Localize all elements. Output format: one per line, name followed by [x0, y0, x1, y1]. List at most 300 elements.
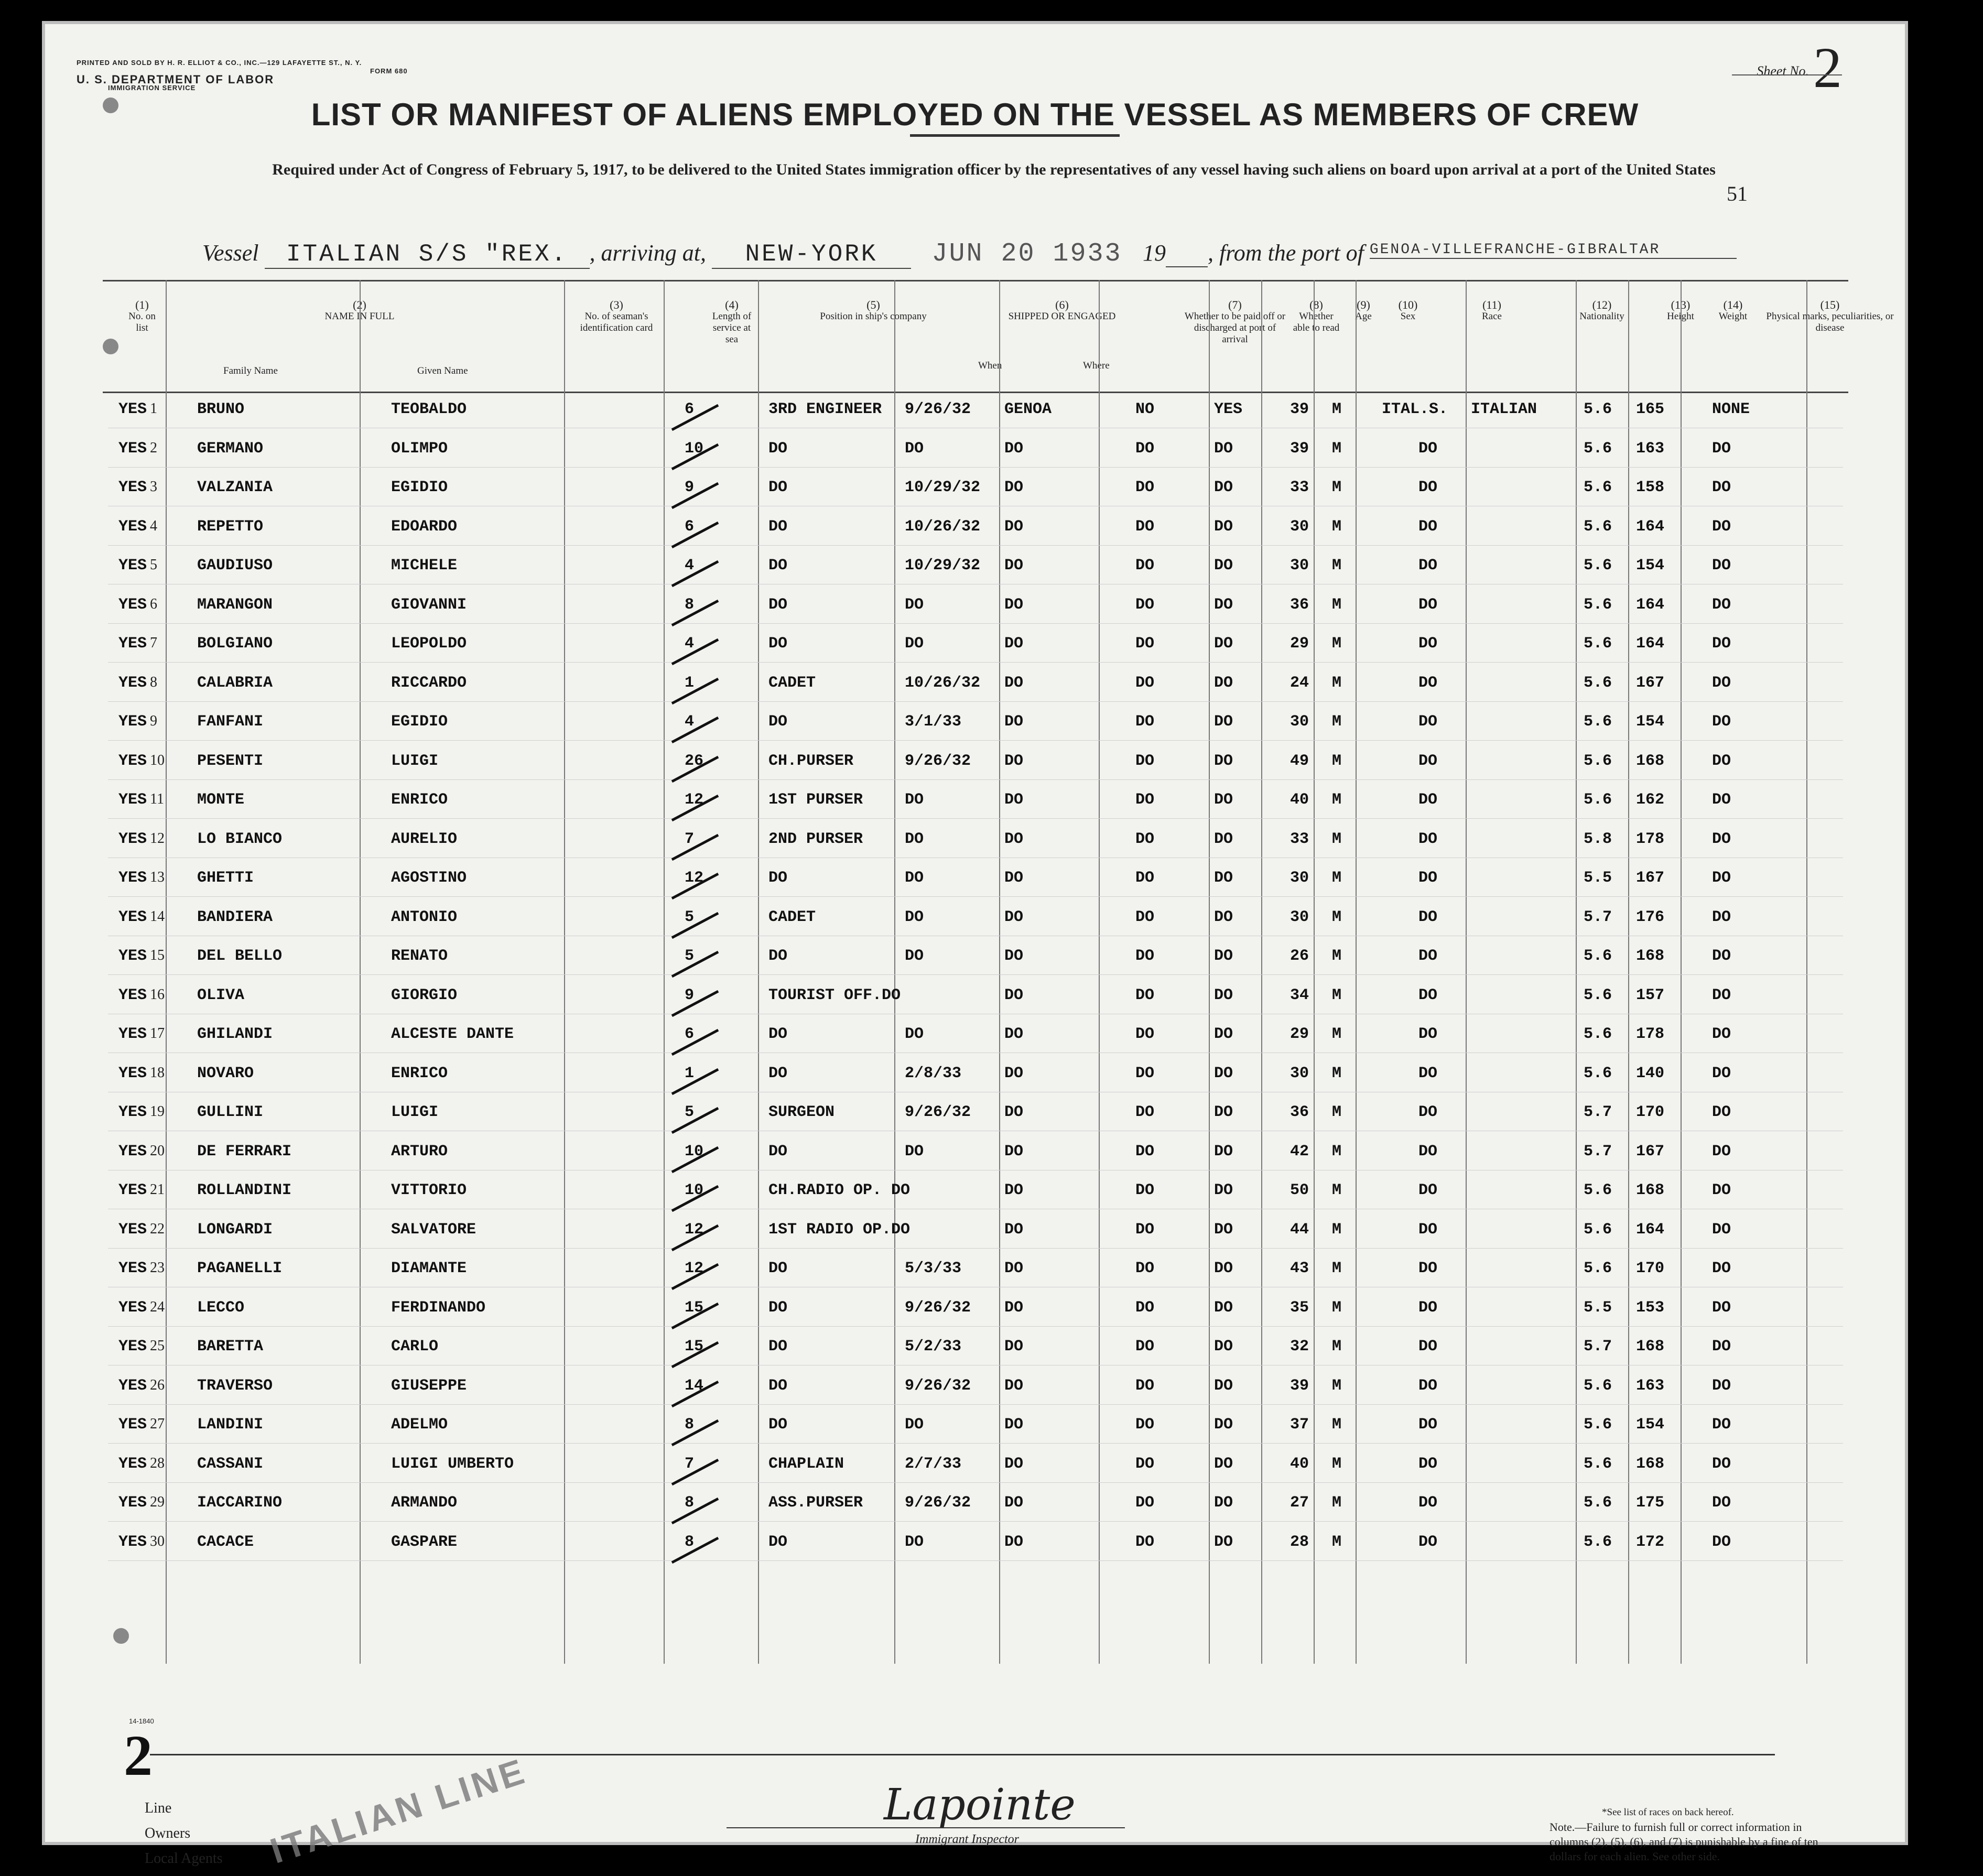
cell-height: 5.6	[1584, 400, 1612, 418]
cell-given: ENRICO	[391, 1064, 448, 1082]
cell-age: 39	[1290, 1376, 1309, 1395]
cell-age: 30	[1290, 557, 1309, 574]
cell-read: DO	[1214, 1064, 1233, 1082]
cell-when: 9/26/32	[905, 752, 971, 770]
cell-age: 27	[1290, 1494, 1309, 1512]
cell-read: DO	[1214, 830, 1233, 848]
cell-service: 4	[685, 635, 695, 653]
row-rule	[108, 1521, 1843, 1522]
cell-sex: M	[1332, 830, 1342, 848]
footer-labels	[145, 1796, 223, 1871]
cell-no: 28	[150, 1455, 165, 1471]
cell-mark: YES	[118, 1064, 147, 1082]
cell-weight: 168	[1636, 1338, 1665, 1356]
cell-no: 1	[150, 400, 157, 417]
cell-paid: DO	[1135, 869, 1155, 887]
cell-height: 5.6	[1584, 1181, 1612, 1199]
cell-given: ALCESTE DANTE	[391, 1025, 514, 1043]
col-header-sex: (10) Sex	[1398, 298, 1418, 322]
cell-sex: M	[1332, 1533, 1342, 1551]
cell-service: 6	[685, 400, 695, 418]
cell-where: DO	[1004, 713, 1024, 731]
cell-no: 25	[150, 1338, 165, 1354]
cell-where: DO	[1004, 1142, 1024, 1161]
cell-height: 5.6	[1584, 1416, 1612, 1434]
cell-given: CARLO	[391, 1338, 439, 1356]
cell-paid: DO	[1135, 479, 1155, 496]
cell-read: DO	[1214, 1298, 1233, 1317]
binder-hole	[103, 97, 118, 113]
cell-no: 24	[150, 1298, 165, 1315]
cell-family: PAGANELLI	[197, 1260, 283, 1277]
cell-sex: M	[1332, 1416, 1342, 1434]
cell-when: 9/26/32	[905, 400, 971, 418]
cell-weight: 172	[1636, 1533, 1665, 1551]
cell-family: LO BIANCO	[197, 830, 283, 848]
cell-service: 6	[685, 1025, 695, 1043]
cell-where: DO	[1004, 1103, 1024, 1121]
cell-family: GHILANDI	[197, 1025, 273, 1043]
cell-service: 12	[685, 1220, 704, 1239]
vessel-row	[202, 239, 1737, 269]
col-header-shipped: (6) SHIPPED OR ENGAGED When Where	[978, 298, 1116, 371]
cell-family: DEL BELLO	[197, 947, 283, 965]
cell-family: PESENTI	[197, 752, 264, 770]
cell-read: DO	[1214, 947, 1233, 965]
table-row	[45, 1416, 1911, 1447]
sheet-number-line	[1732, 74, 1842, 75]
cell-service: 12	[685, 791, 704, 809]
table-row	[45, 1338, 1911, 1369]
cell-given: RICCARDO	[391, 674, 467, 692]
cell-service: 8	[685, 1494, 695, 1512]
cell-nationality: DO	[1418, 1494, 1438, 1512]
cell-position: DO	[768, 1338, 788, 1356]
cell-weight: 176	[1636, 908, 1665, 926]
cell-when: 2/8/33	[905, 1064, 962, 1082]
cell-mark: YES	[118, 1181, 147, 1199]
row-rule	[108, 1482, 1843, 1483]
cell-nationality: DO	[1418, 1025, 1438, 1043]
cell-given: ADELMO	[391, 1416, 448, 1434]
cell-where: DO	[1004, 1376, 1024, 1395]
cell-marks: DO	[1712, 752, 1731, 770]
cell-where: DO	[1004, 674, 1024, 692]
table-row	[45, 1143, 1911, 1174]
cell-paid: DO	[1135, 908, 1155, 926]
italian-line-stamp: ITALIAN LINE	[265, 1751, 532, 1871]
cell-sex: M	[1332, 1260, 1342, 1277]
cell-family: LECCO	[197, 1298, 245, 1317]
cell-marks: DO	[1712, 517, 1731, 536]
cell-nationality: ITALIAN	[1471, 400, 1537, 418]
cell-height: 5.5	[1584, 869, 1612, 887]
cell-where: DO	[1004, 1220, 1024, 1239]
cell-nationality: DO	[1418, 986, 1438, 1004]
table-row	[45, 1455, 1911, 1487]
cell-where: DO	[1004, 1338, 1024, 1356]
cell-marks: DO	[1712, 1455, 1731, 1473]
cell-where: DO	[1004, 1298, 1024, 1317]
cell-height: 5.7	[1584, 908, 1612, 926]
cell-given: RENATO	[391, 947, 448, 965]
cell-position: DO	[768, 635, 788, 653]
cell-weight: 158	[1636, 479, 1665, 496]
cell-paid: DO	[1135, 1025, 1155, 1043]
cell-position: DO	[768, 439, 788, 458]
title-rule	[910, 134, 1120, 137]
cell-given: AGOSTINO	[391, 869, 467, 887]
cell-paid: DO	[1135, 517, 1155, 536]
cell-marks: DO	[1712, 1181, 1731, 1199]
table-row	[45, 557, 1911, 588]
row-rule	[108, 1248, 1843, 1249]
cell-mark: YES	[118, 791, 147, 809]
cell-given: EGIDIO	[391, 479, 448, 496]
row-rule	[108, 1404, 1843, 1405]
fine-note: Note.—Failure to furnish full or correct information in columns (2), (5), (6), and (7) is punishable by a fine of ten dollars for each alien. See other side.	[1549, 1820, 1818, 1863]
cell-paid: DO	[1135, 1455, 1155, 1473]
cell-paid: DO	[1135, 1142, 1155, 1161]
cell-no: 19	[150, 1103, 165, 1120]
table-row	[45, 1494, 1911, 1525]
cell-when: 10/29/32	[905, 557, 981, 574]
cell-no: 23	[150, 1260, 165, 1276]
cell-when: DO	[905, 947, 924, 965]
cell-weight: 178	[1636, 1025, 1665, 1043]
cell-weight: 154	[1636, 1416, 1665, 1434]
cell-nationality: DO	[1418, 713, 1438, 731]
cell-weight: 164	[1636, 635, 1665, 653]
row-rule	[108, 1326, 1843, 1327]
cell-where: DO	[1004, 1181, 1024, 1199]
cell-mark: YES	[118, 1220, 147, 1239]
cell-paid: DO	[1135, 1220, 1155, 1239]
cell-height: 5.6	[1584, 1455, 1612, 1473]
cell-paid: DO	[1135, 830, 1155, 848]
cell-paid: DO	[1135, 635, 1155, 653]
cell-position: DO	[768, 517, 788, 536]
cell-family: DE FERRARI	[197, 1142, 292, 1161]
cell-race: ITAL.S.	[1382, 400, 1448, 418]
cell-marks: DO	[1712, 986, 1731, 1004]
cell-read: DO	[1214, 1181, 1233, 1199]
cell-where: DO	[1004, 1533, 1024, 1551]
cell-height: 5.6	[1584, 595, 1612, 614]
cell-marks: DO	[1712, 1220, 1731, 1239]
cell-when: DO	[905, 1416, 924, 1434]
cell-age: 39	[1290, 400, 1309, 418]
cell-service: 8	[685, 1533, 695, 1551]
cell-weight: 154	[1636, 713, 1665, 731]
cell-service: 15	[685, 1338, 704, 1356]
col-header-age: (9) Age	[1355, 298, 1372, 322]
cell-height: 5.8	[1584, 830, 1612, 848]
cell-mark: YES	[118, 869, 147, 887]
cell-marks: DO	[1712, 791, 1731, 809]
cell-family: BRUNO	[197, 400, 245, 418]
cell-paid: DO	[1135, 595, 1155, 614]
cell-age: 39	[1290, 439, 1309, 458]
cell-read: DO	[1214, 1142, 1233, 1161]
cell-weight: 153	[1636, 1298, 1665, 1317]
cell-weight: 178	[1636, 830, 1665, 848]
cell-family: REPETTO	[197, 517, 264, 536]
table-row	[45, 1025, 1911, 1057]
cell-sex: M	[1332, 1376, 1342, 1395]
cell-age: 37	[1290, 1416, 1309, 1434]
table-row	[45, 1533, 1911, 1565]
cell-service: 4	[685, 557, 695, 574]
cell-age: 42	[1290, 1142, 1309, 1161]
cell-paid: DO	[1135, 947, 1155, 965]
table-row	[45, 1103, 1911, 1135]
cell-read: DO	[1214, 1025, 1233, 1043]
cell-nationality: DO	[1418, 439, 1438, 458]
cell-given: LUIGI	[391, 752, 439, 770]
cell-sex: M	[1332, 1181, 1342, 1199]
cell-nationality: DO	[1418, 674, 1438, 692]
cell-height: 5.6	[1584, 479, 1612, 496]
cell-given: GASPARE	[391, 1533, 458, 1551]
department-name: U. S. DEPARTMENT OF LABOR	[77, 73, 275, 86]
cell-where: DO	[1004, 439, 1024, 458]
cell-mark: YES	[118, 1142, 147, 1161]
cell-age: 30	[1290, 517, 1309, 536]
cell-mark: YES	[118, 830, 147, 848]
cell-sex: M	[1332, 400, 1342, 418]
sheet-no-value: 2	[1813, 36, 1842, 100]
cell-when: 10/26/32	[905, 674, 981, 692]
cell-where: DO	[1004, 595, 1024, 614]
cell-given: OLIMPO	[391, 439, 448, 458]
cell-marks: NONE	[1712, 400, 1750, 418]
cell-paid: DO	[1135, 557, 1155, 574]
cell-no: 18	[150, 1064, 165, 1081]
row-rule	[108, 740, 1843, 741]
cell-nationality: DO	[1418, 517, 1438, 536]
cell-no: 16	[150, 986, 165, 1003]
cell-height: 5.6	[1584, 986, 1612, 1004]
cell-age: 36	[1290, 595, 1309, 614]
family-name-header: Family Name	[223, 365, 278, 376]
table-row	[45, 596, 1911, 627]
cell-given: GIOVANNI	[391, 595, 467, 614]
when-header: When	[978, 360, 1002, 371]
cell-sex: M	[1332, 1025, 1342, 1043]
cell-mark: YES	[118, 1103, 147, 1121]
cell-height: 5.7	[1584, 1142, 1612, 1161]
cell-sex: M	[1332, 635, 1342, 653]
page-subtitle: Required under Act of Congress of February 5, 1917, to be delivered to the United States immigration officer by the representatives of any vessel having such aliens on board upon arrival at a port of the United States	[272, 161, 1716, 178]
where-header: Where	[1083, 360, 1110, 371]
cell-where: DO	[1004, 791, 1024, 809]
cell-family: MARANGON	[197, 595, 273, 614]
cell-read: DO	[1214, 674, 1233, 692]
cell-paid: DO	[1135, 1533, 1155, 1551]
cell-service: 7	[685, 830, 695, 848]
cell-position: DO	[768, 479, 788, 496]
cell-service: 9	[685, 479, 695, 496]
cell-where: DO	[1004, 908, 1024, 926]
row-rule	[108, 974, 1843, 975]
cell-weight: 163	[1636, 439, 1665, 458]
cell-nationality: DO	[1418, 1298, 1438, 1317]
cell-mark: YES	[118, 595, 147, 614]
cell-when: 9/26/32	[905, 1494, 971, 1512]
cell-height: 5.6	[1584, 713, 1612, 731]
cell-service: 15	[685, 1298, 704, 1317]
cell-mark: YES	[118, 1376, 147, 1395]
cell-age: 43	[1290, 1260, 1309, 1277]
cell-sex: M	[1332, 1142, 1342, 1161]
cell-nationality: DO	[1418, 908, 1438, 926]
binder-hole	[103, 339, 118, 354]
table-end-rule	[150, 1754, 1775, 1755]
cell-height: 5.6	[1584, 635, 1612, 653]
cell-mark: YES	[118, 1260, 147, 1277]
cell-where: DO	[1004, 479, 1024, 496]
cell-sex: M	[1332, 1338, 1342, 1356]
cell-position: DO	[768, 1025, 788, 1043]
cell-mark: YES	[118, 1533, 147, 1551]
row-rule	[108, 896, 1843, 897]
cell-given: GIUSEPPE	[391, 1376, 467, 1395]
cell-age: 30	[1290, 869, 1309, 887]
printer-line: PRINTED AND SOLD BY H. R. ELLIOT & CO., INC.—129 LAFAYETTE ST., N. Y.	[77, 59, 362, 67]
cell-read: DO	[1214, 713, 1233, 731]
table-row	[45, 1221, 1911, 1252]
cell-marks: DO	[1712, 1260, 1731, 1277]
table-row	[45, 908, 1911, 940]
cell-height: 5.6	[1584, 947, 1612, 965]
cell-marks: DO	[1712, 869, 1731, 887]
cell-position: CH.PURSER	[768, 752, 854, 770]
cell-weight: 168	[1636, 947, 1665, 965]
cell-paid: DO	[1135, 439, 1155, 458]
cell-mark: YES	[118, 439, 147, 458]
cell-sex: M	[1332, 1494, 1342, 1512]
cell-position: 1ST PURSER	[768, 791, 863, 809]
table-row	[45, 518, 1911, 549]
cell-when: 9/26/32	[905, 1298, 971, 1317]
cell-paid: DO	[1135, 1416, 1155, 1434]
cell-mark: YES	[118, 713, 147, 731]
cell-marks: DO	[1712, 1533, 1731, 1551]
cell-nationality: DO	[1418, 635, 1438, 653]
table-row	[45, 869, 1911, 901]
cell-position: ASS.PURSER	[768, 1494, 863, 1512]
cell-nationality: DO	[1418, 557, 1438, 574]
cell-family: GHETTI	[197, 869, 254, 887]
cell-paid: DO	[1135, 1494, 1155, 1512]
cell-weight: 167	[1636, 869, 1665, 887]
cell-nationality: DO	[1418, 869, 1438, 887]
cell-family: TRAVERSO	[197, 1376, 273, 1395]
cell-paid: DO	[1135, 1298, 1155, 1317]
inspector-label: Immigrant Inspector	[915, 1832, 1019, 1846]
cell-family: OLIVA	[197, 986, 245, 1004]
cell-nationality: DO	[1418, 830, 1438, 848]
cell-height: 5.6	[1584, 1025, 1612, 1043]
cell-marks: DO	[1712, 595, 1731, 614]
cell-given: SALVATORE	[391, 1220, 476, 1239]
cell-age: 30	[1290, 908, 1309, 926]
cell-nationality: DO	[1418, 1533, 1438, 1551]
cell-weight: 168	[1636, 1455, 1665, 1473]
big-sheet-number: 2	[124, 1723, 153, 1787]
cell-position: TOURIST OFF.DO	[768, 986, 901, 1004]
cell-mark: YES	[118, 557, 147, 574]
page-number: 51	[1727, 182, 1748, 205]
col-header-paid: (7) Whether to be paid off or discharged at port of arrival	[1184, 298, 1286, 345]
cell-nationality: DO	[1418, 1181, 1438, 1199]
table-row	[45, 791, 1911, 822]
cell-paid: DO	[1135, 1181, 1155, 1199]
row-rule	[108, 818, 1843, 819]
cell-marks: DO	[1712, 1338, 1731, 1356]
cell-where: DO	[1004, 947, 1024, 965]
cell-when: DO	[905, 1533, 924, 1551]
cell-sex: M	[1332, 595, 1342, 614]
cell-where: DO	[1004, 1455, 1024, 1473]
cell-sex: M	[1332, 869, 1342, 887]
cell-family: CASSANI	[197, 1455, 264, 1473]
cell-mark: YES	[118, 1494, 147, 1512]
page-title: LIST OR MANIFEST OF ALIENS EMPLOYED ON THE VESSEL AS MEMBERS OF CREW	[311, 97, 1639, 132]
cell-no: 26	[150, 1376, 165, 1393]
cell-service: 8	[685, 595, 695, 614]
cell-paid: NO	[1135, 400, 1155, 418]
row-rule	[108, 1560, 1843, 1561]
cell-where: DO	[1004, 517, 1024, 536]
from-port: GENOA-VILLEFRANCHE-GIBRALTAR	[1370, 242, 1737, 259]
cell-read: DO	[1214, 1416, 1233, 1434]
cell-no: 21	[150, 1181, 165, 1198]
cell-no: 22	[150, 1220, 165, 1237]
cell-paid: DO	[1135, 752, 1155, 770]
cell-sex: M	[1332, 1298, 1342, 1317]
cell-marks: DO	[1712, 830, 1731, 848]
cell-service: 8	[685, 1416, 695, 1434]
cell-family: GULLINI	[197, 1103, 264, 1121]
cell-height: 5.6	[1584, 1533, 1612, 1551]
cell-position: DO	[768, 1298, 788, 1317]
cell-marks: DO	[1712, 908, 1731, 926]
cell-family: BARETTA	[197, 1338, 264, 1356]
binder-hole	[113, 1628, 129, 1644]
cell-service: 7	[685, 1455, 695, 1473]
cell-when: 9/26/32	[905, 1103, 971, 1121]
cell-read: DO	[1214, 869, 1233, 887]
col-header-card: (3) No. of seaman's identification card	[580, 298, 653, 333]
cell-position: CHAPLAIN	[768, 1455, 844, 1473]
cell-family: IACCARINO	[197, 1494, 283, 1512]
cell-given: ARMANDO	[391, 1494, 458, 1512]
cell-mark: YES	[118, 517, 147, 536]
cell-weight: 170	[1636, 1260, 1665, 1277]
cell-read: DO	[1214, 595, 1233, 614]
cell-given: EGIDIO	[391, 713, 448, 731]
cell-sex: M	[1332, 557, 1342, 574]
cell-sex: M	[1332, 479, 1342, 496]
cell-given: LUIGI	[391, 1103, 439, 1121]
row-rule	[108, 1443, 1843, 1444]
cell-marks: DO	[1712, 1103, 1731, 1121]
cell-mark: YES	[118, 947, 147, 965]
line-label: Line	[145, 1800, 172, 1816]
cell-given: GIORGIO	[391, 986, 458, 1004]
